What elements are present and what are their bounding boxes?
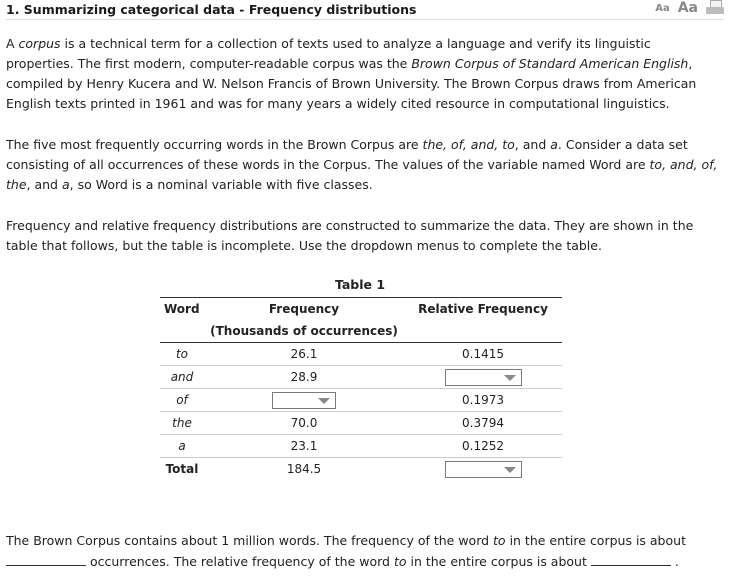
decrease-font-button[interactable]: Aa	[655, 3, 670, 14]
frequency-table	[160, 297, 562, 480]
font-size-controls	[655, 0, 724, 16]
row-relative-frequency: 0.3794	[404, 412, 562, 435]
row-frequency: 23.1	[204, 435, 404, 458]
frequency-answer-blank[interactable]	[6, 551, 86, 566]
col-header-word: Word	[160, 298, 204, 321]
question-header	[6, 0, 724, 22]
table-row	[160, 412, 562, 435]
instructions-paragraph: Frequency and relative frequency distributions are constructed to summarize the data. They are shown in the table that follows, but the table is incomplete. Use the dropdown menus to complete the table.	[6, 218, 694, 253]
row-frequency-cell	[204, 389, 404, 412]
total-label: Total	[165, 462, 199, 476]
col-header-relative-frequency: Relative Frequency	[404, 298, 562, 321]
chevron-down-icon	[318, 398, 330, 404]
frequency-dropdown-of[interactable]	[272, 392, 336, 409]
table-row	[160, 389, 562, 412]
corpus-question-paragraph: The Brown Corpus contains about 1 million words. The frequency of the word to in the entire corpus is about occurrences. The relative frequency of the word to in the entire corpus is about .	[6, 533, 686, 569]
table-title: Table 1	[334, 277, 386, 292]
row-word: a	[160, 435, 204, 458]
row-word: to	[160, 343, 204, 366]
row-frequency: 26.1	[204, 343, 404, 366]
word-list-paragraph: The five most frequently occurring words in the Brown Corpus are the, of, and, to, and a. Consider a data set consisting of all occurrences of these words in the Corpus. The values of the variable named Word are to, and, of, the, and a, so Word is a nominal variable with five classes.	[6, 137, 718, 192]
table-row	[160, 435, 562, 458]
intro-paragraph: A corpus is a technical term for a collection of texts used to analyze a language and verify its linguistic properties. The first modern, computer-readable corpus was the Brown Corpus of Standard American English, compiled by Henry Kucera and W. Nelson Francis of Brown University. The Brown Corpus draws from American English texts printed in 1961 and was for many years a widely cited resource in computational linguistics.	[6, 36, 697, 111]
col-header-frequency: Frequency	[204, 298, 404, 321]
row-word: of	[160, 389, 204, 412]
col-header-frequency-unit: (Thousands of occurrences)	[204, 320, 404, 343]
total-relative-frequency-dropdown[interactable]	[445, 461, 522, 478]
row-relative-frequency: 0.1973	[404, 389, 562, 412]
row-relative-frequency-cell	[404, 366, 562, 389]
question-title: 1. Summarizing categorical data - Frequency distributions	[6, 2, 417, 17]
row-relative-frequency: 0.1252	[404, 435, 562, 458]
total-relative-frequency-cell	[404, 458, 562, 481]
row-relative-frequency: 0.1415	[404, 343, 562, 366]
table-row	[160, 366, 562, 389]
row-word: the	[160, 412, 204, 435]
table-total-row	[160, 458, 562, 481]
row-frequency: 70.0	[204, 412, 404, 435]
relative-frequency-dropdown-and[interactable]	[445, 369, 522, 386]
row-word: and	[160, 366, 204, 389]
header-divider	[6, 19, 724, 20]
table-row	[160, 343, 562, 366]
total-frequency: 184.5	[286, 462, 322, 476]
relative-frequency-answer-blank[interactable]	[591, 551, 671, 566]
chevron-down-icon	[504, 467, 516, 473]
print-icon[interactable]	[706, 0, 724, 16]
row-frequency: 28.9	[204, 366, 404, 389]
increase-font-button[interactable]: Aa	[677, 0, 698, 16]
chevron-down-icon	[504, 375, 516, 381]
